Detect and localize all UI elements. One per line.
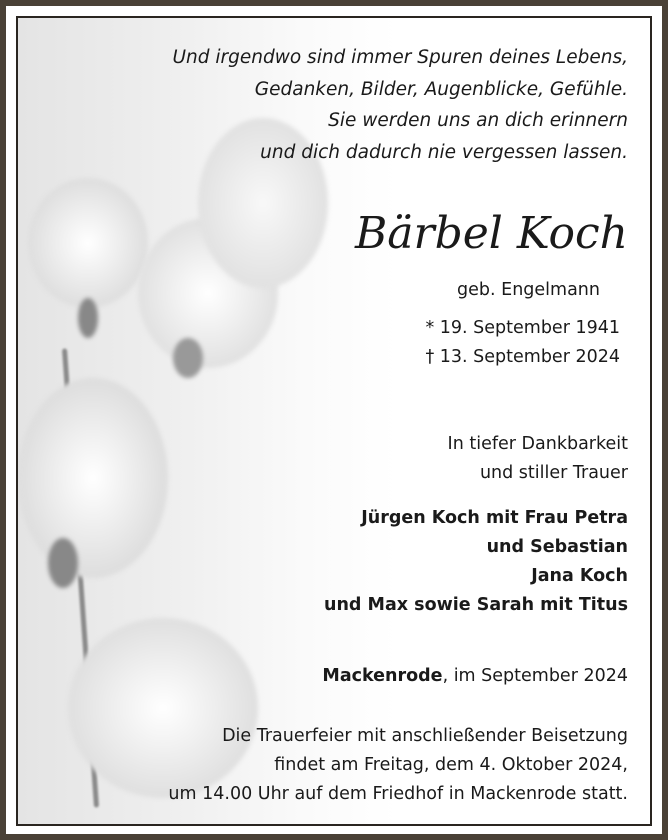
mourning-text <box>448 430 628 488</box>
notice-panel <box>16 16 652 826</box>
orchid-flower <box>28 178 148 308</box>
funeral-info <box>168 722 628 809</box>
poem-line: und dich dadurch nie vergessen lassen. <box>260 141 628 163</box>
mourning-line: und stiller Trauer <box>479 463 628 483</box>
birth-date: * 19. September 1941 <box>425 318 620 338</box>
maiden-name: geb. Engelmann <box>457 280 600 300</box>
family-line: Jürgen Koch mit Frau Petra <box>361 508 628 528</box>
mourning-line: In tiefer Dankbarkeit <box>447 434 628 454</box>
orchid-center <box>48 538 78 588</box>
funeral-line: Die Trauerfeier mit anschließender Beisetzung <box>222 726 628 746</box>
orchid-center <box>78 298 98 338</box>
family-line: und Sebastian <box>486 537 628 557</box>
family-line: Jana Koch <box>531 566 628 586</box>
place: Mackenrode <box>322 666 443 686</box>
family-list <box>324 504 628 620</box>
death-date: † 13. September 2024 <box>425 347 620 367</box>
funeral-line: findet am Freitag, dem 4. Oktober 2024, <box>274 755 628 775</box>
poem <box>173 42 629 168</box>
poem-line: Sie werden uns an dich erinnern <box>328 110 628 131</box>
funeral-line: um 14.00 Uhr auf dem Friedhof in Mackenrode statt. <box>168 784 628 804</box>
place-date <box>322 662 628 691</box>
poem-line: Gedanken, Bilder, Augenblicke, Gefühle. <box>254 78 628 100</box>
place-date-suffix: , im September 2024 <box>442 666 628 686</box>
deceased-name: Bärbel Koch <box>354 208 628 259</box>
orchid-center <box>173 338 203 378</box>
poem-line: Und irgendwo sind immer Spuren deines Lebens, <box>172 47 628 68</box>
dates <box>425 314 620 372</box>
family-line: und Max sowie Sarah mit Titus <box>324 595 628 615</box>
orchid-flower <box>18 378 168 578</box>
